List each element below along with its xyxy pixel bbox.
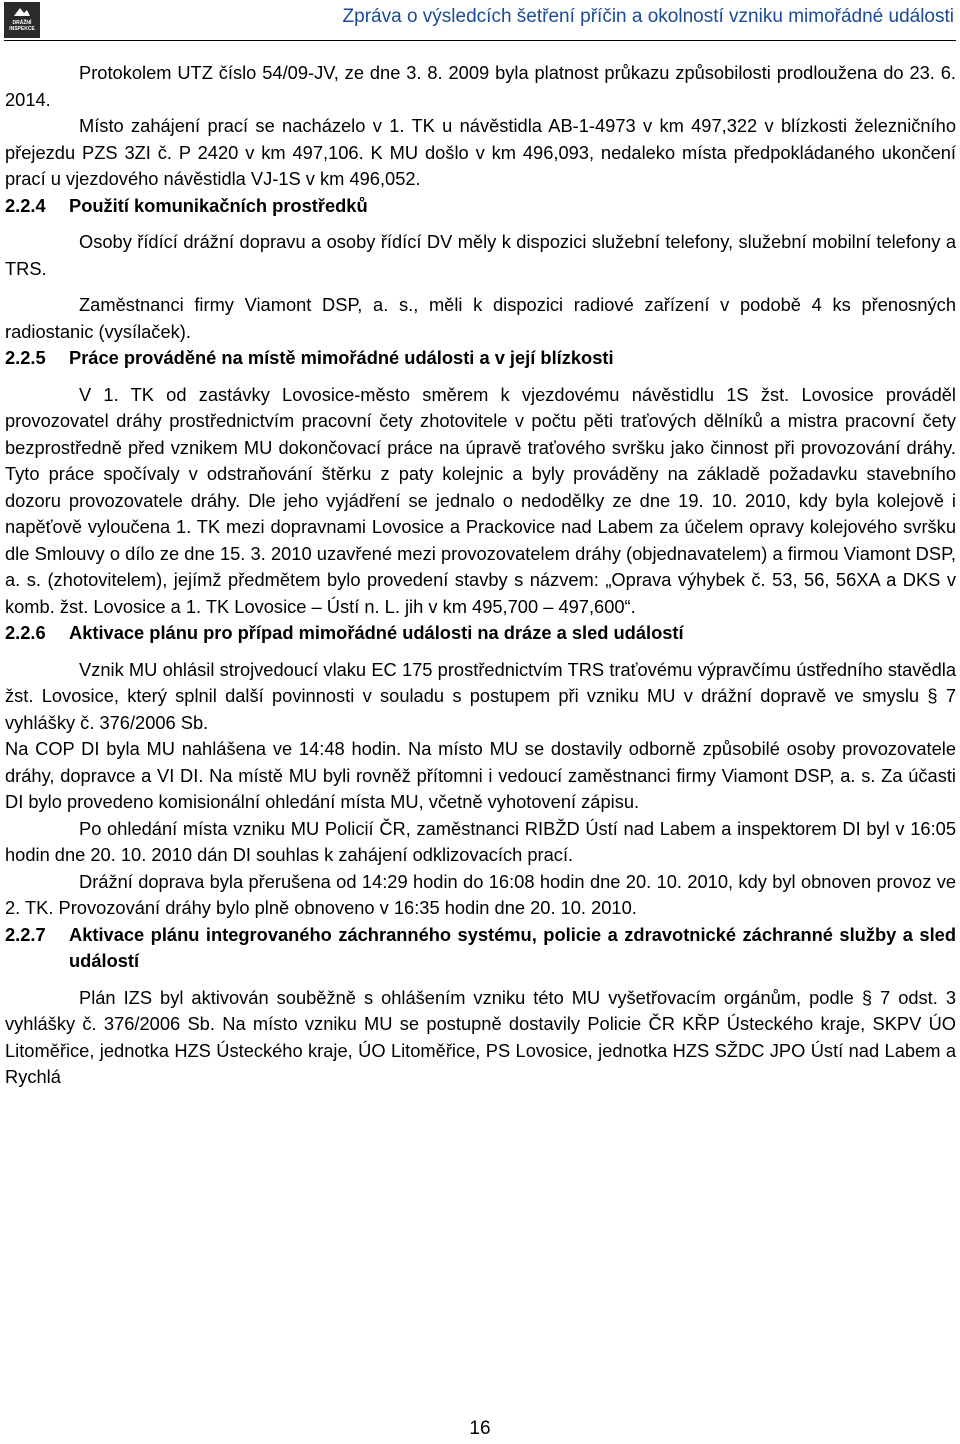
section-title: Práce prováděné na místě mimořádné události a v její blízkosti xyxy=(69,347,614,368)
section-heading-2-2-6 xyxy=(5,620,956,647)
paragraph-traffic-interruption: Drážní doprava byla přerušena od 14:29 hodin do 16:08 hodin dne 20. 10. 2010, kdy byl obnoven provoz ve 2. TK. Provozování dráhy bylo plně obnoveno v 16:35 hodin dne 20. 10. 2010. xyxy=(5,870,956,918)
section-title: Aktivace plánu pro případ mimořádné události na dráze a sled událostí xyxy=(69,622,684,643)
section-heading-2-2-5 xyxy=(5,345,956,372)
section-heading-2-2-7 xyxy=(5,922,956,975)
page-number: 16 xyxy=(469,1418,491,1439)
section-number: 2.2.6 xyxy=(5,622,46,643)
paragraph-certificate-validity: Protokolem UTZ číslo 54/09-JV, ze dne 3. 8. 2009 byla platnost průkazu způsobilosti prodloužena do 23. 6. 2014. xyxy=(5,62,956,110)
logo-text-line2: INSPEKCE xyxy=(9,26,35,32)
section-number: 2.2.7 xyxy=(5,923,46,945)
header-divider xyxy=(4,40,956,41)
paragraph-incident-report: Vznik MU ohlásil strojvedoucí vlaku EC 175 prostřednictvím TRS traťovému výpravčímu ústředního stavědla žst. Lovosice, který splnil další povinnosti v souladu s postupem při vzniku MU v drážní dopravě ve smyslu § 7 vyhlášky č. 376/2006 Sb. xyxy=(5,658,956,733)
section-heading-2-2-4 xyxy=(5,193,956,220)
document-body xyxy=(5,60,956,1091)
paragraph-cop-notification: Na COP DI byla MU nahlášena ve 14:48 hodin. Na místo MU se dostavily odborně způsobilé osoby provozovatele dráhy, dopravce a VI DI. Na místě MU byli rovněž přítomni i vedoucí zaměstnanci firmy Viamont DSP, a. s. Za účasti DI bylo provedeno komisionální ohledání místa MU, včetně vyhotovení zápisu. xyxy=(5,738,956,812)
logo-icon xyxy=(12,6,32,18)
paragraph-work-description: V 1. TK od zastávky Lovosice-město směrem k vjezdovému návěstidlu 1S žst. Lovosice prováděl provozovatel dráhy prostřednictvím pracovní čety zhotovitele v počtu pěti traťových dělníků a mistra pracovní čety bezprostředně před vznikem MU dokončovací práce na úpravě traťového svršku jako činnost při provozování dráhy. Tyto práce spočívaly v odstraňování štěrku z paty kolejnic a byly prováděny na základě požadavku stavebního dozoru provozovatele dráhy. Dle jeho vyjádření se jednalo o nedodělky ze dne 19. 10. 2010, kdy byla kolejově i napěťově vyloučena 1. TK mezi dopravnami Lovosice a Prackovice nad Labem za účelem opravy kolejového svršku dle Smlouvy o dílo ze dne 15. 3. 2010 uzavřené mezi provozovatelem dráhy (objednavatelem) a firmou Viamont DSP, a. s. (zhotovitelem), jejímž předmětem bylo provedení stavby s názvem: „Oprava výhybek č. 53, 56, 56XA a DKS v komb. žst. Lovosice a 1. TK Lovosice – Ústí n. L. jih v km 495,700 – 497,600“. xyxy=(5,383,956,617)
paragraph-inspection: Po ohledání místa vzniku MU Policií ČR, zaměstnanci RIBŽD Ústí nad Labem a inspektorem DI byl v 16:05 hodin dne 20. 10. 2010 dán DI souhlas k zahájení odklizovacích prací. xyxy=(5,817,956,865)
logo-text-line1: DRÁŽNÍ xyxy=(12,20,32,26)
drazni-inspekce-logo xyxy=(4,2,40,38)
section-number: 2.2.5 xyxy=(5,347,46,368)
paragraph-izs-activation: Plán IZS byl aktivován souběžně s ohlášením vzniku této MU vyšetřovacím orgánům, podle § 7 odst. 3 vyhlášky č. 376/2006 Sb. Na místo vzniku MU se postupně dostavily Policie ČR KŘP Ústeckého kraje, SKPV ÚO Litoměřice, jednotka HZS Ústeckého kraje, ÚO Litoměřice, PS Lovosice, jednotka HZS SŽDC JPO Ústí nad Labem a Rychlá xyxy=(5,986,956,1087)
paragraph-communication-phones: Osoby řídící drážní dopravu a osoby řídící DV měly k dispozici služební telefony, služební mobilní telefony a TRS. xyxy=(5,231,956,279)
section-title: Použití komunikačních prostředků xyxy=(69,194,368,216)
section-title: Aktivace plánu integrovaného záchranného systému, policie a zdravotnické záchranné služby a sled událostí xyxy=(69,923,956,971)
report-title: Zpráva o výsledcích šetření příčin a okolností vzniku mimořádné události xyxy=(342,6,954,27)
page-header xyxy=(0,0,960,44)
paragraph-work-location: Místo zahájení prací se nacházelo v 1. TK u návěstidla AB-1-4973 v km 497,322 v blízkosti železničního přejezdu PZS 3ZI č. P 2420 v km 497,106. K MU došlo v km 496,093, nedaleko místa předpokládaného ukončení prací u vjezdového návěstidla VJ-1S v km 496,052. xyxy=(5,115,956,189)
section-number: 2.2.4 xyxy=(5,194,46,216)
paragraph-communication-radios: Zaměstnanci firmy Viamont DSP, a. s., měli k dispozici radiové zařízení v podobě 4 ks přenosných radiostanic (vysílaček). xyxy=(5,294,956,342)
